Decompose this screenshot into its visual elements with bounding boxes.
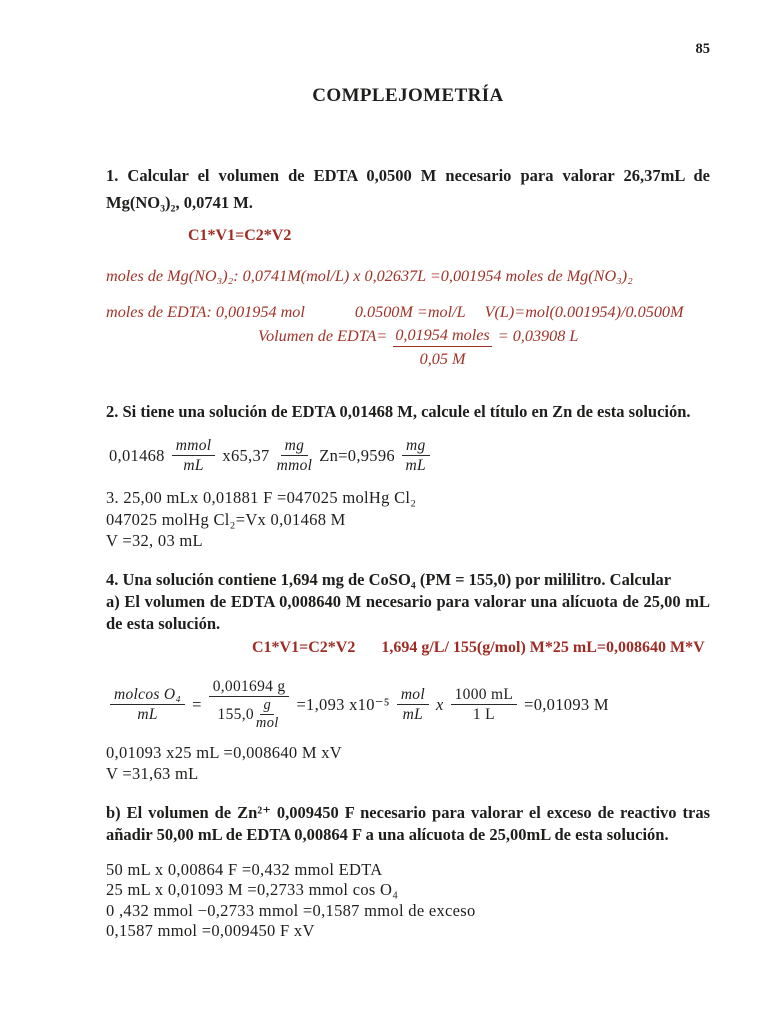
fraction-numerator: mmol bbox=[172, 437, 216, 456]
fraction-numerator: 1000 mL bbox=[451, 686, 518, 705]
fraction-denominator: 0,05 M bbox=[419, 350, 466, 368]
problem-1-statement: 1. Calcular el volumen de EDTA 0,0500 M necesario para valorar 26,37mL de Mg(NO₃)₂, 0,0741 M. bbox=[106, 166, 710, 212]
fraction bbox=[209, 678, 290, 731]
formula-term: x65,37 bbox=[222, 445, 270, 465]
equation-line: 50 mL x 0,00864 F =0,432 mmol EDTA bbox=[106, 859, 383, 879]
nested-fraction bbox=[256, 698, 279, 731]
problem-4-statement: 4. Una solución contiene 1,694 mg de CoSO₄ (PM = 155,0) por mililitro. Calcular bbox=[106, 569, 672, 589]
red-work-line-1: moles de Mg(NO₃)₂: 0,0741M(mol/L) x 0,02637L =0,001954 moles de Mg(NO₃)₂ bbox=[106, 267, 633, 285]
volume-label: Volumen de EDTA= bbox=[258, 327, 388, 345]
equation-line: V =31,63 mL bbox=[106, 764, 199, 783]
equation-line: 0,1587 mmol =0,009450 F xV bbox=[106, 921, 315, 940]
fraction-numerator: 0,001694 g bbox=[209, 678, 290, 697]
fraction-numerator: 0,01954 moles bbox=[393, 326, 491, 347]
problem-4a-statement: a) El volumen de EDTA 0,008640 M necesario para valorar una alícuota de 25,00 mL de esta solución. bbox=[106, 591, 710, 633]
equation-line: 25 mL x 0,01093 M =0,2733 mmol cos O₄ bbox=[106, 880, 399, 899]
fraction-denominator: mol bbox=[255, 715, 279, 731]
fraction-denominator bbox=[218, 697, 281, 731]
fraction-denominator: 1 L bbox=[472, 706, 495, 723]
fraction bbox=[172, 437, 216, 474]
red-formula-row bbox=[252, 638, 710, 658]
fraction-numerator: mg bbox=[281, 437, 309, 456]
formula-c1v1: C1*V1=C2*V2 bbox=[252, 638, 356, 656]
problem-3-work bbox=[106, 487, 710, 552]
fraction bbox=[397, 686, 429, 723]
equation-line: 0,01093 x25 mL =0,008640 M xV bbox=[106, 742, 343, 762]
equation-line: 047025 molHg Cl₂=Vx 0,01468 M bbox=[106, 509, 346, 529]
page-number: 85 bbox=[695, 41, 710, 57]
fraction-denominator: mL bbox=[183, 457, 204, 474]
fraction-numerator: g bbox=[260, 698, 274, 715]
equation-line: 3. 25,00 mLx 0,01881 F =047025 molHg Cl₂ bbox=[106, 488, 417, 507]
red-calculation: 1,694 g/L/ 155(g/mol) M*25 mL=0,008640 M*V bbox=[381, 638, 705, 656]
red-work-line-2 bbox=[106, 302, 710, 322]
denominator-coefficient: 155,0 bbox=[217, 706, 254, 723]
problem-2-statement: 2. Si tiene una solución de EDTA 0,01468 M, calcule el título en Zn de esta solución. bbox=[106, 402, 691, 421]
fraction bbox=[451, 686, 518, 723]
concentration-part: 0.0500M =mol/L bbox=[354, 303, 466, 321]
volume-fraction bbox=[393, 326, 491, 369]
equation-line: 0 ,432 mmol −0,2733 mmol =0,1587 mmol de exceso bbox=[106, 900, 476, 920]
fraction-numerator: mg bbox=[402, 437, 430, 456]
fraction-denominator: mL bbox=[405, 457, 426, 474]
fraction bbox=[277, 437, 313, 474]
volume-result: = 0,03908 L bbox=[497, 327, 579, 345]
moles-edta-part: moles de EDTA: 0,001954 mol bbox=[106, 303, 305, 321]
formula-term: Zn=0,9596 bbox=[319, 445, 395, 465]
red-volume-line bbox=[258, 326, 710, 369]
problem-4-big-formula bbox=[106, 674, 710, 736]
document-title: COMPLEJOMETRÍA bbox=[312, 85, 504, 106]
formula-c1v1: C1*V1=C2*V2 bbox=[188, 227, 292, 244]
equals-sign: = bbox=[192, 694, 202, 714]
formula-result: =0,01093 M bbox=[524, 694, 609, 714]
formula-term: =1,093 x10⁻⁵ bbox=[296, 694, 390, 714]
equation-line: V =32, 03 mL bbox=[106, 531, 203, 550]
multiplication-sign: x bbox=[435, 694, 444, 714]
fraction-numerator: molcos O₄ bbox=[110, 686, 185, 705]
problem-2-formula bbox=[106, 437, 710, 474]
fraction-denominator: mL bbox=[137, 706, 158, 723]
fraction-denominator: mL bbox=[402, 706, 424, 723]
problem-4b-equations bbox=[106, 860, 710, 942]
fraction bbox=[110, 686, 185, 723]
problem-4b-statement: b) El volumen de Zn²⁺ 0,009450 F necesario para valorar el exceso de reactivo tras añadir 50,00 mL de EDTA 0,00864 F a una alícuota de 25,00mL de esta solución. bbox=[106, 802, 710, 844]
fraction-denominator: mmol bbox=[276, 457, 313, 474]
formula-term: 0,01468 bbox=[109, 445, 165, 465]
fraction bbox=[402, 437, 430, 474]
volume-equation-part: V(L)=mol(0.001954)/0.0500M bbox=[484, 303, 684, 321]
fraction-numerator: mol bbox=[397, 686, 429, 705]
